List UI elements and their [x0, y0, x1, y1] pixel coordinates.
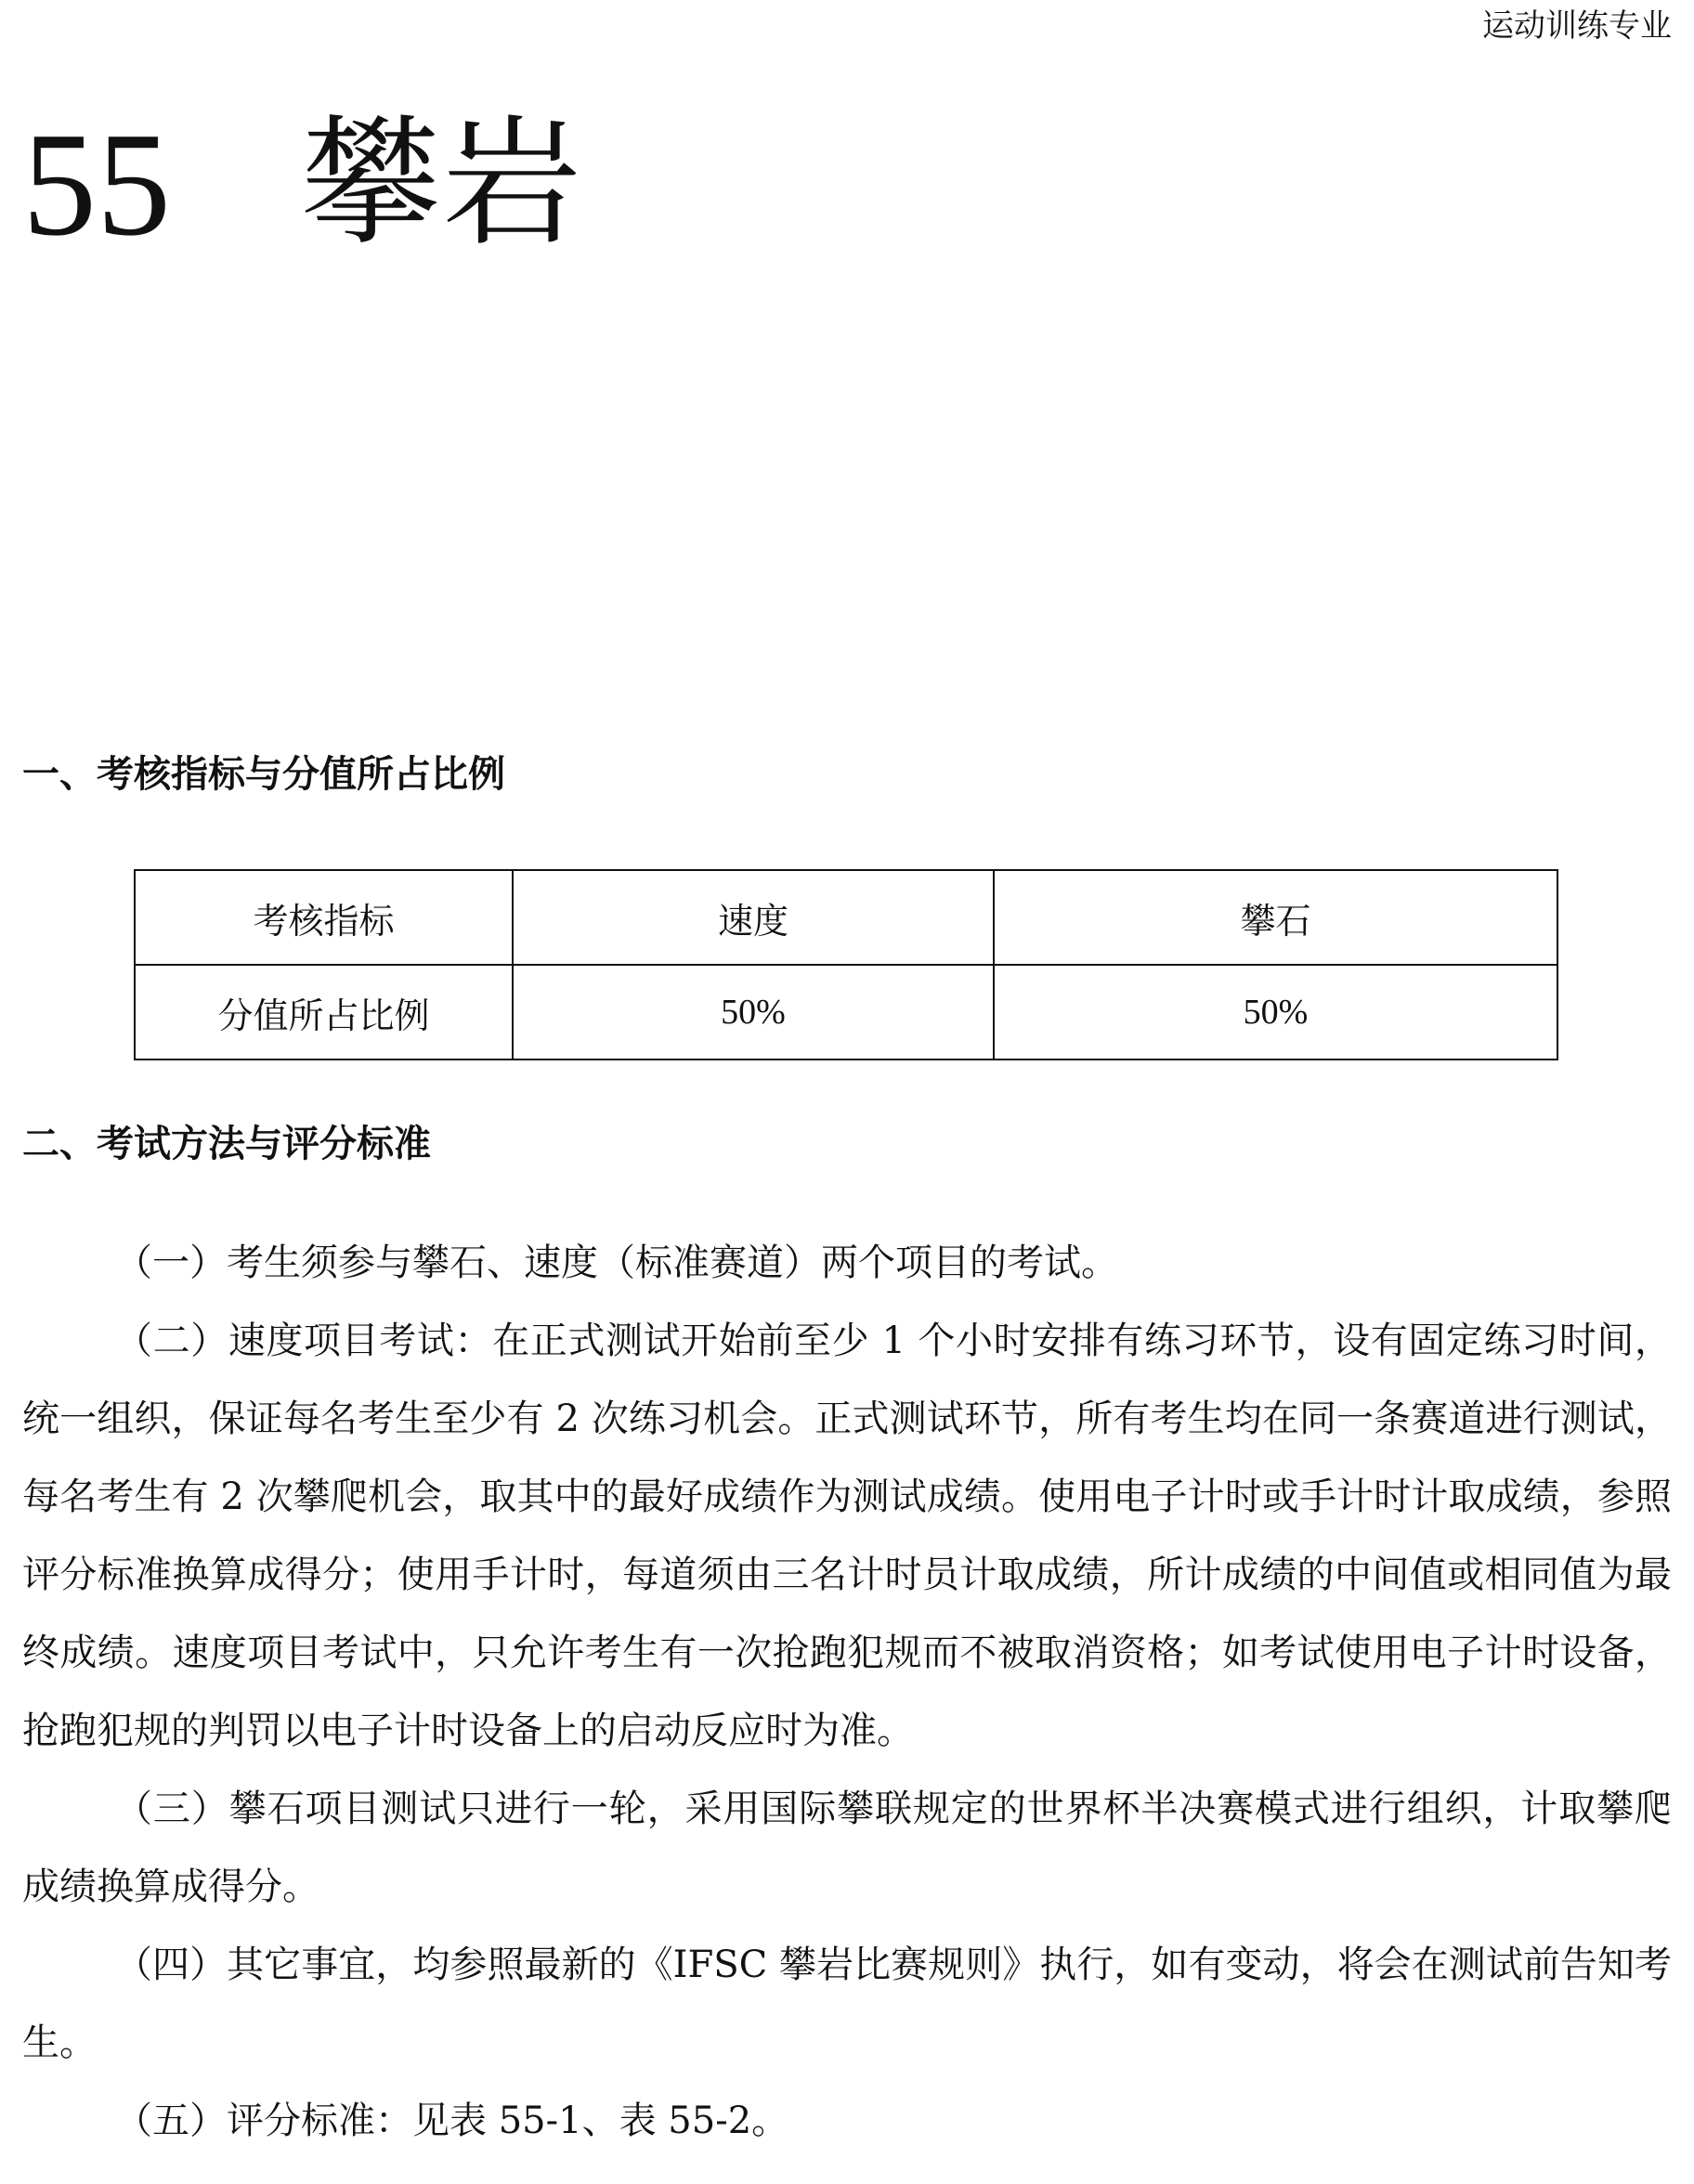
score-ratio-table	[134, 869, 1558, 1060]
table-cell-bouldering-ratio: 50%	[994, 965, 1557, 1060]
chapter-heading	[22, 101, 584, 266]
section-heading-methods: 二、考试方法与评分标准	[22, 1123, 431, 1165]
paragraph-4: （四）其它事宜，均参照最新的《IFSC 攀岩比赛规则》执行，如有变动，将会在测试前告知考生。	[22, 1944, 1672, 2064]
section-heading-indicators: 一、考核指标与分值所占比例	[22, 753, 505, 796]
paragraph-3: （三）攀石项目测试只进行一轮，采用国际攀联规定的世界杯半决赛模式进行组织，计取攀爬成绩换算成得分。	[22, 1788, 1672, 1908]
table-header-row	[135, 870, 1557, 965]
paragraph-1: （一）考生须参与攀石、速度（标准赛道）两个项目的考试。	[115, 1242, 1118, 1284]
table-cell-bouldering: 攀石	[994, 870, 1557, 965]
paragraph-2: （二）速度项目考试：在正式测试开始前至少 1 个小时安排有练习环节，设有固定练习时间，统一组织，保证每名考生至少有 2 次练习机会。正式测试环节，所有考生均在同一条赛道进行测试，每名考生有 2 次攀爬机会，取其中的最好成绩作为测试成绩。使用电子计时或手计时计取成绩，参照评分标准换算成得分；使用手计时，每道须由三名计时员计取成绩，所计成绩的中间值或相同值为最终成绩。速度项目考试中，只允许考生有一次抢跑犯规而不被取消资格；如考试使用电子计时设备，抢跑犯规的判罚以电子计时设备上的启动反应时为准。	[22, 1320, 1672, 1752]
method-paragraphs	[22, 1224, 1672, 2160]
table-cell-speed: 速度	[513, 870, 994, 965]
table-row	[135, 965, 1557, 1060]
running-header: 运动训练专业	[1482, 7, 1672, 45]
table-cell-speed-ratio: 50%	[513, 965, 994, 1060]
paragraph-5: （五）评分标准：见表 55-1、表 55-2。	[115, 2100, 789, 2142]
table-cell-ratio-label: 分值所占比例	[135, 965, 513, 1060]
chapter-title: 攀岩	[301, 103, 584, 265]
table-cell-indicator-label: 考核指标	[135, 870, 513, 965]
chapter-number: 55	[22, 101, 171, 266]
